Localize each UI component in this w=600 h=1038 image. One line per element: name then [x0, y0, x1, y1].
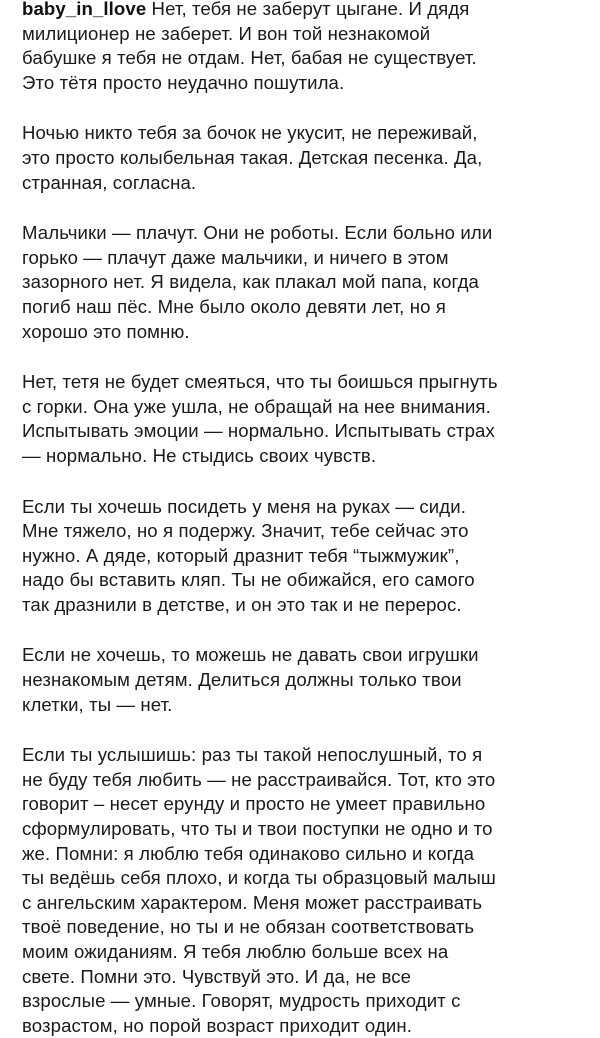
caption-paragraph-7: Если ты услышишь: раз ты такой непослушный, то я не буду тебя любить — не расстраивайся. Тот, кто это говорит – несет ерунду и просто не умеет правильно сформулировать, что ты и твои поступки не одно и то же. Помни: я люблю тебя одинаково сильно и когда ты ведёшь себя плохо, и когда ты образцовый малыш с ангельским характером. Меня может расстраивать твоё поведение, но ты и не обязан соответствовать моим ожиданиям. Я тебя люблю больше всех на свете. Помни это. Чувствуй это. И да, не все взрослые — умные. Говорят, мудрость приходит с возрастом, но порой возраст приходит один.	[22, 744, 496, 1036]
caption-paragraph-2: Ночью никто тебя за бочок не укусит, не переживай, это просто колыбельная такая. Детская песенка. Да, странная, согласна.	[22, 122, 483, 193]
caption-paragraph-3: Мальчики — плачут. Они не роботы. Если больно или горько — плачут даже мальчики, и ничего в этом зазорного нет. Я видела, как плакал мой папа, когда погиб наш пёс. Мне было около девяти лет, но я хорошо это помню.	[22, 222, 493, 342]
caption-paragraph-5: Если ты хочешь посидеть у меня на руках — сиди. Мне тяжело, но я подержу. Значит, тебе сейчас это нужно. А дяде, который дразнит тебя “тыжмужик”, надо бы вставить кляп. Ты не обижайся, его самого так дразнили в детстве, и он это так и не перерос.	[22, 495, 475, 615]
username-link[interactable]: baby_in_llove	[22, 0, 147, 19]
caption-paragraph-1	[22, 0, 592, 95]
post-caption	[22, 0, 592, 1038]
caption-paragraph-4: Нет, тетя не будет смеяться, что ты боишься прыгнуть с горки. Она уже ушла, не обращай на нее внимания. Испытывать эмоции — нормально. Испытывать страх — нормально. Не стыдись своих чувств.	[22, 371, 498, 466]
caption-paragraph-6: Если не хочешь, то можешь не давать свои игрушки незнакомым детям. Делиться должны только твои клетки, ты — нет.	[22, 644, 479, 715]
caption-text-1: Нет, тебя не заберут цыгане. И дядя милиционер не заберет. И вон той незнакомой бабушке я тебя не отдам. Нет, бабая не существует. Это тётя просто неудачно пошутила.	[22, 0, 477, 93]
